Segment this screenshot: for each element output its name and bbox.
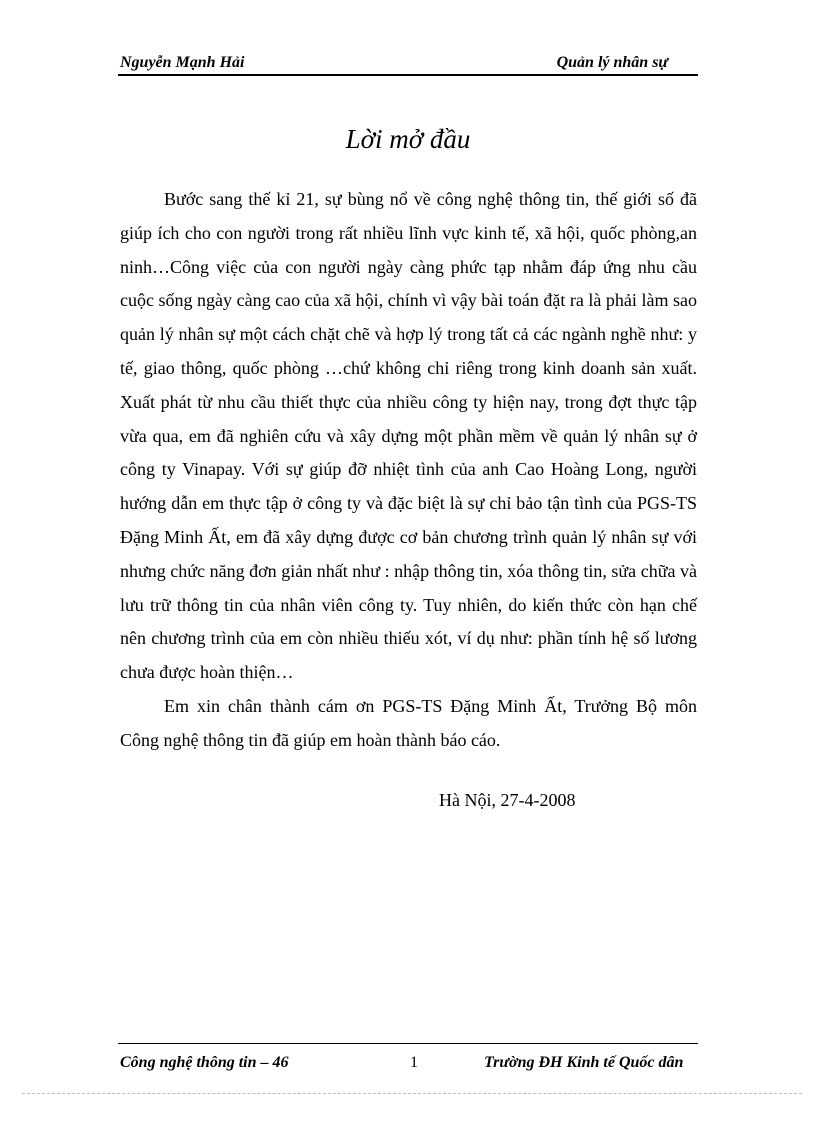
- footer-page-number: 1: [410, 1054, 418, 1071]
- header-author: Nguyễn Mạnh Hải: [120, 54, 245, 71]
- page-title: Lời mở đầu: [345, 124, 471, 154]
- page-footer: [118, 1043, 698, 1074]
- header-subject: Quản lý nhân sự: [556, 54, 668, 71]
- paragraph-intro: Bước sang thế kỉ 21, sự bùng nổ về công nghệ thông tin, thế giới số đã giúp ích cho con người trong rất nhiều lĩnh vực kinh tế, xã hội, quốc phòng,an ninh…Công việc của con người ngày càng phức tạp nhằm đáp ứng nhu cầu cuộc sống ngày càng cao của xã hội, chính vì vậy bài toán đặt ra là phải làm sao quản lý nhân sự một cách chặt chẽ và hợp lý trong tất cả các ngành nghề như: y tế, giao thông, quốc phòng …chứ không chỉ riêng trong kinh doanh sản xuất. Xuất phát từ nhu cầu thiết thực của nhiều công ty hiện nay, trong đợt thực tập vừa qua, em đã nghiên cứu và xây dựng một phần mềm về quản lý nhân sự ở công ty Vinapay. Với sự giúp đỡ nhiệt tình của anh Cao Hoàng Long, người hướng dẫn em thực tập ở công ty và đặc biệt là sự chỉ bảo tận tình của PGS-TS Đặng Minh Ất, em đã xây dựng được cơ bản chương trình quản lý nhân sự với nhưng chức năng đơn giản nhất như : nhập thông tin, xóa thông tin, sửa chữa và lưu trữ thông tin của nhân viên công ty. Tuy nhiên, do kiến thức còn hạn chế nên chương trình của em còn nhiều thiếu xót, ví dụ như: phần tính hệ số lương chưa được hoàn thiện…: [120, 189, 697, 683]
- page-bottom-divider: [22, 1093, 802, 1094]
- footer-department: Công nghệ thông tin – 46: [120, 1054, 289, 1071]
- body-text: [120, 183, 697, 758]
- page-header: [118, 52, 698, 76]
- footer-university: Trường ĐH Kinh tế Quốc dân: [484, 1054, 684, 1071]
- signoff-place-date: Hà Nội, 27-4-2008: [439, 790, 576, 810]
- paragraph-thanks: Em xin chân thành cám ơn PGS-TS Đặng Minh Ất, Trưởng Bộ môn Công nghệ thông tin đã giúp em hoàn thành báo cáo.: [120, 695, 697, 750]
